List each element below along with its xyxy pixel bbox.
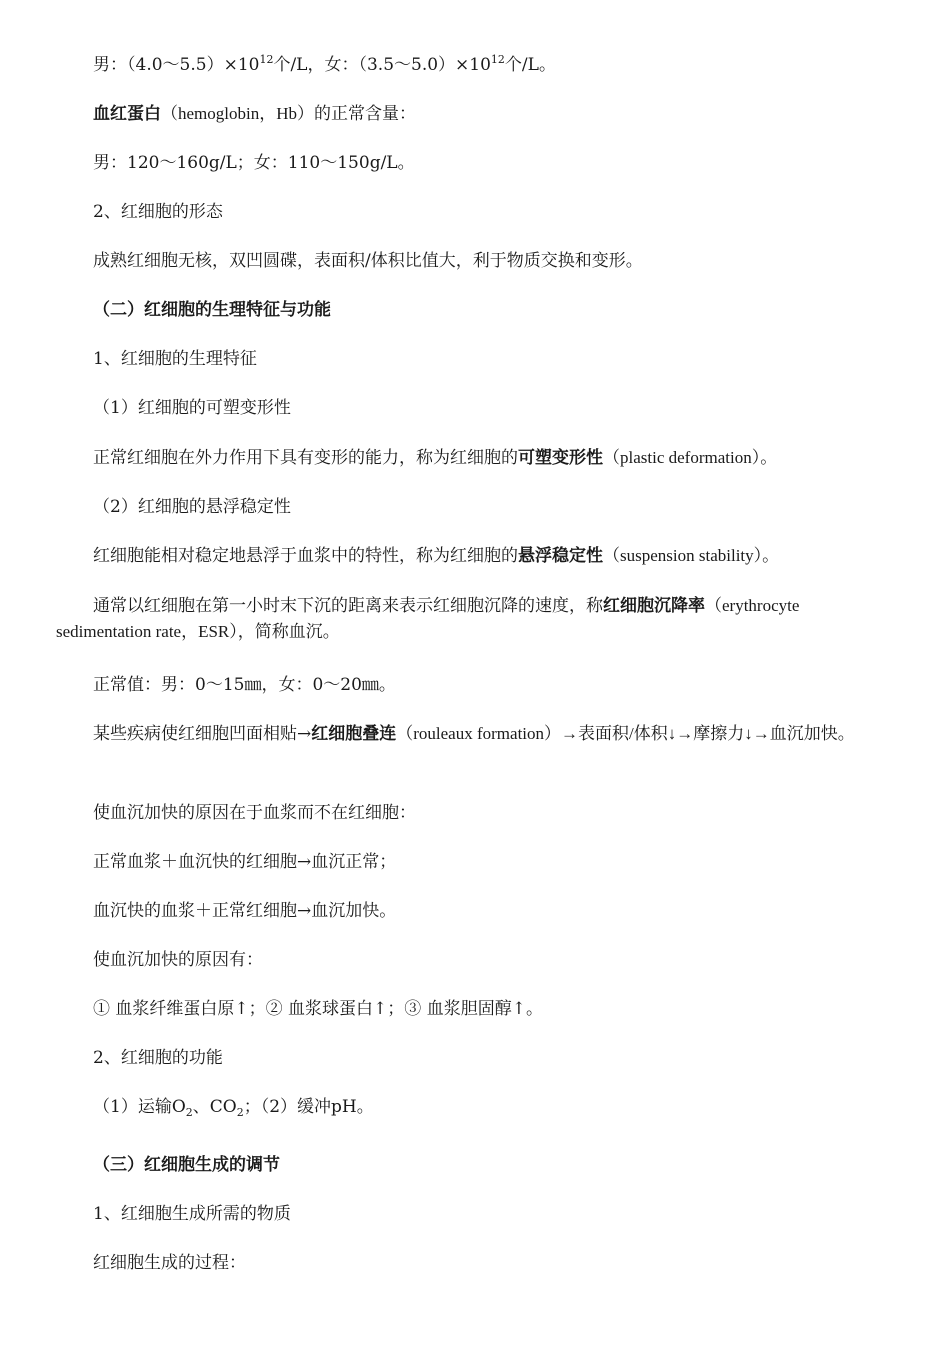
plastic-deformation-en: （plastic deformation）。 [603, 448, 778, 467]
rbc-morphology-text: 成熟红细胞无核，双凹圆碟，表面积/体积比值大，利于物质交换和变形。 [93, 251, 643, 271]
rouleaux-term: 红细胞叠连 [311, 724, 397, 744]
section-rbc-materials: 1、红细胞生成所需的物质 [93, 1204, 291, 1224]
esr-cause-plasma: 使血沉加快的原因在于血浆而不在红细胞： [93, 803, 416, 823]
rbc-count-female: 个/L，女：（3.5～5.0）×10 [273, 55, 491, 75]
heading-rbc-regulation: （三）红细胞生成的调节 [93, 1155, 280, 1175]
rouleaux-text [56, 721, 896, 747]
subsection-plastic-deformation: （1）红细胞的可塑变形性 [93, 398, 291, 418]
plastic-deformation-desc: 正常红细胞在外力作用下具有变形的能力，称为红细胞的 [93, 448, 518, 468]
rbc-count-unit: 个/L。 [504, 55, 556, 75]
esr-causes-list: ① 血浆纤维蛋白原↑；② 血浆球蛋白↑；③ 血浆胆固醇↑。 [93, 999, 543, 1019]
rouleaux-en: （rouleaux formation）→表面积/体积↓→摩擦力↓→血沉加快。 [396, 724, 855, 743]
esr-term: 红细胞沉降率 [603, 596, 705, 616]
hemoglobin-heading-line [93, 102, 416, 126]
plastic-deformation-term: 可塑变形性 [518, 448, 603, 468]
esr-definition-text [56, 593, 896, 645]
esr-causes-heading: 使血沉加快的原因有： [93, 950, 263, 970]
function-o2: （1）运输O [93, 1097, 186, 1117]
suspension-stability-desc: 红细胞能相对稳定地悬浮于血浆中的特性，称为红细胞的 [93, 546, 518, 566]
hemoglobin-term: 血红蛋白 [93, 104, 161, 124]
subscript: 2 [236, 1106, 244, 1119]
suspension-stability-en: （suspension stability）。 [603, 546, 780, 565]
exponent: 12 [259, 53, 274, 66]
esr-experiment-2: 血沉快的血浆＋正常红细胞→血沉加快。 [93, 901, 397, 921]
subscript: 2 [185, 1106, 193, 1119]
esr-normal-values: 正常值：男：0～15㎜，女：0～20㎜。 [93, 675, 396, 695]
esr-en: （erythrocyte sedimentation rate，ESR），简称血沉。 [56, 596, 800, 641]
hemoglobin-values: 男：120～160g/L；女：110～150g/L。 [93, 153, 415, 173]
hemoglobin-desc: （hemoglobin，Hb）的正常含量： [161, 104, 416, 123]
section-rbc-morphology: 2、红细胞的形态 [93, 202, 223, 222]
exponent: 12 [490, 53, 505, 66]
suspension-stability-term: 悬浮稳定性 [518, 546, 603, 566]
section-rbc-characteristics: 1、红细胞的生理特征 [93, 349, 257, 369]
rbc-function-text [93, 1095, 374, 1119]
rbc-count-line [93, 53, 556, 77]
rbc-production-process: 红细胞生成的过程： [93, 1253, 246, 1273]
rbc-count-male: 男：（4.0～5.5）×10 [93, 55, 260, 75]
heading-rbc-physiology: （二）红细胞的生理特征与功能 [93, 300, 331, 320]
esr-experiment-1: 正常血浆＋血沉快的红细胞→血沉正常； [93, 852, 397, 872]
esr-desc: 通常以红细胞在第一小时末下沉的距离来表示红细胞沉降的速度，称 [93, 596, 603, 616]
subsection-suspension-stability: （2）红细胞的悬浮稳定性 [93, 497, 291, 517]
function-ph: ；（2）缓冲pH。 [243, 1097, 374, 1117]
section-rbc-function: 2、红细胞的功能 [93, 1048, 223, 1068]
plastic-deformation-text [93, 446, 777, 470]
rouleaux-desc: 某些疾病使红细胞凹面相贴→ [93, 724, 312, 744]
function-co2: 、CO [192, 1097, 237, 1117]
suspension-stability-text [93, 544, 779, 568]
